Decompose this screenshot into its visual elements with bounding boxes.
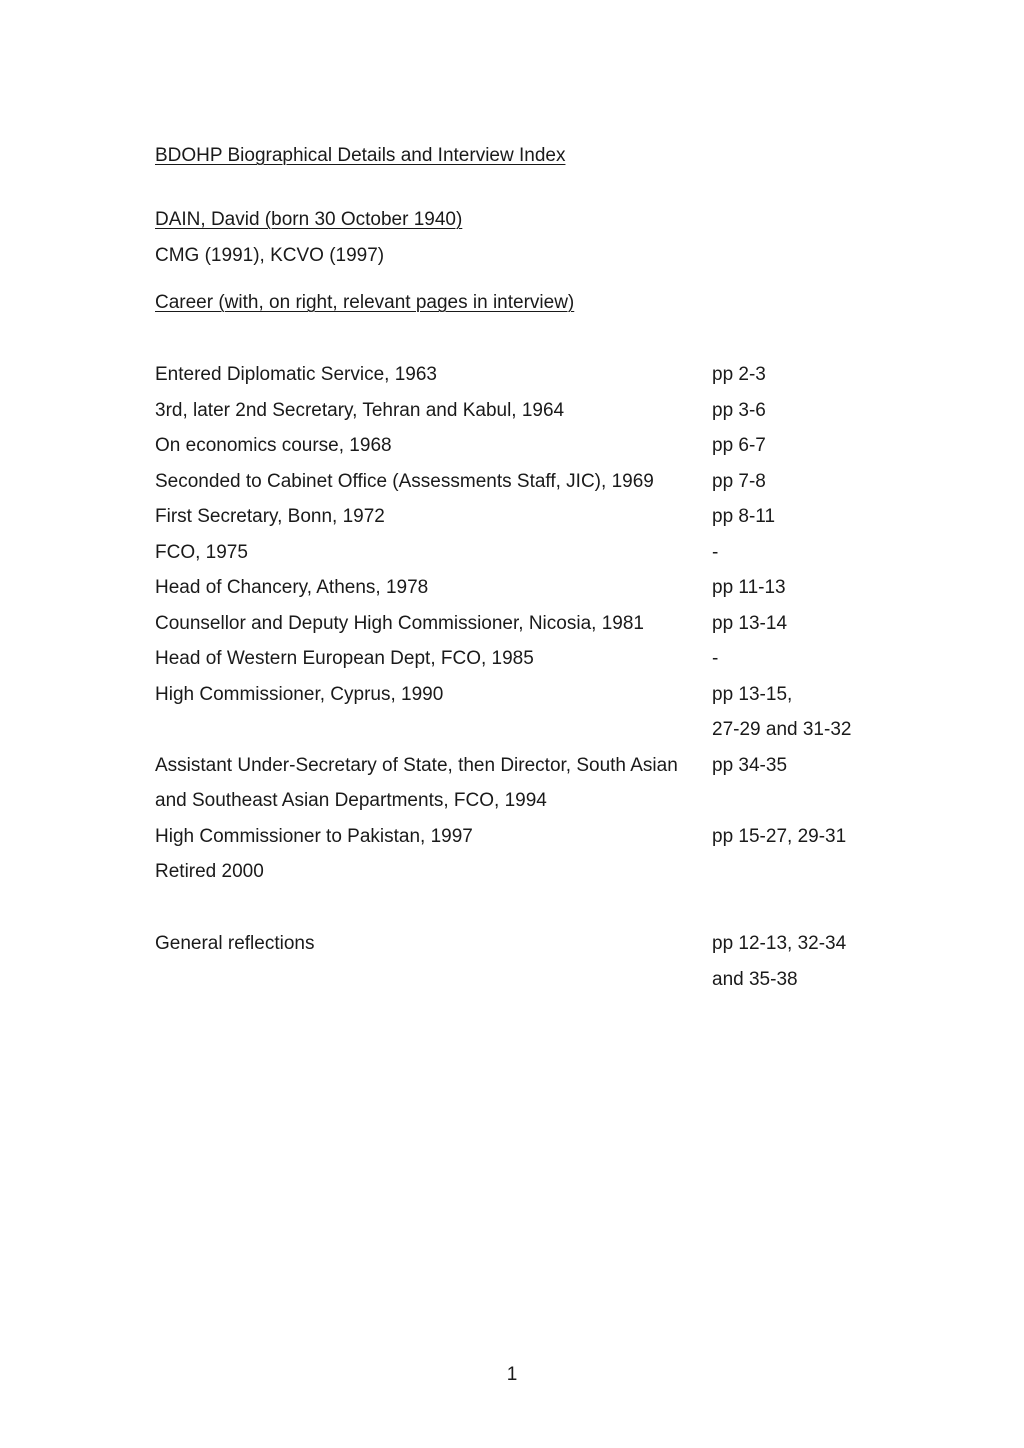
- career-role: Head of Western European Dept, FCO, 1985: [155, 648, 534, 669]
- career-role: On economics course, 1968: [155, 435, 392, 456]
- subject-name-line: DAIN, David (born 30 October 1940): [155, 209, 463, 230]
- interview-pages: -: [712, 541, 719, 563]
- career-role: 3rd, later 2nd Secretary, Tehran and Kabul, 1964: [155, 399, 565, 421]
- reflections-table: [155, 932, 875, 1003]
- career-table: [155, 363, 875, 896]
- table-row: [155, 541, 875, 577]
- career-role: First Secretary, Bonn, 1972: [155, 506, 385, 527]
- table-row: [155, 825, 875, 861]
- interview-pages: pp 13-14: [712, 612, 788, 634]
- career-role: Counsellor and Deputy High Commissioner, Nicosia, 1981: [155, 612, 644, 634]
- table-row: [155, 968, 875, 1004]
- table-row: [155, 932, 875, 968]
- table-row: [155, 789, 875, 825]
- table-row: [155, 718, 875, 754]
- interview-pages: and 35-38: [712, 968, 798, 990]
- career-role: High Commissioner to Pakistan, 1997: [155, 825, 473, 847]
- interview-pages: pp 3-6: [712, 399, 766, 421]
- interview-pages: -: [712, 648, 719, 669]
- table-row: [155, 470, 875, 506]
- page-number: 1: [506, 1364, 518, 1385]
- table-row: [155, 434, 875, 470]
- career-role: Seconded to Cabinet Office (Assessments Staff, JIC), 1969: [155, 470, 654, 492]
- table-row: [155, 505, 875, 541]
- career-role: FCO, 1975: [155, 541, 248, 563]
- table-row: [155, 683, 875, 719]
- table-row: [155, 647, 875, 683]
- interview-pages: pp 7-8: [712, 470, 766, 492]
- career-role: and Southeast Asian Departments, FCO, 1994: [155, 790, 547, 811]
- table-row: [155, 399, 875, 435]
- interview-pages: pp 2-3: [712, 364, 766, 385]
- table-row: [155, 363, 875, 399]
- interview-pages: pp 12-13, 32-34: [712, 933, 847, 954]
- table-row: [155, 754, 875, 790]
- document-title: BDOHP Biographical Details and Interview Index: [155, 145, 566, 166]
- career-role: Entered Diplomatic Service, 1963: [155, 364, 437, 385]
- career-role: General reflections: [155, 933, 315, 954]
- table-row: [155, 612, 875, 648]
- interview-pages: pp 6-7: [712, 435, 766, 456]
- interview-pages: pp 15-27, 29-31: [712, 825, 847, 847]
- interview-pages: 27-29 and 31-32: [712, 719, 852, 740]
- interview-pages: pp 11-13: [712, 577, 786, 598]
- interview-pages: pp 13-15,: [712, 683, 793, 705]
- interview-pages: pp 8-11: [712, 506, 776, 527]
- table-row: [155, 576, 875, 612]
- career-role: Retired 2000: [155, 861, 264, 882]
- career-role: High Commissioner, Cyprus, 1990: [155, 683, 444, 705]
- interview-pages: pp 34-35: [712, 754, 788, 776]
- table-row: [155, 860, 875, 896]
- honours-line: CMG (1991), KCVO (1997): [155, 245, 385, 266]
- career-heading: Career (with, on right, relevant pages in interview): [155, 292, 575, 313]
- career-role: Head of Chancery, Athens, 1978: [155, 577, 429, 598]
- career-role: Assistant Under-Secretary of State, then Director, South Asian: [155, 754, 678, 776]
